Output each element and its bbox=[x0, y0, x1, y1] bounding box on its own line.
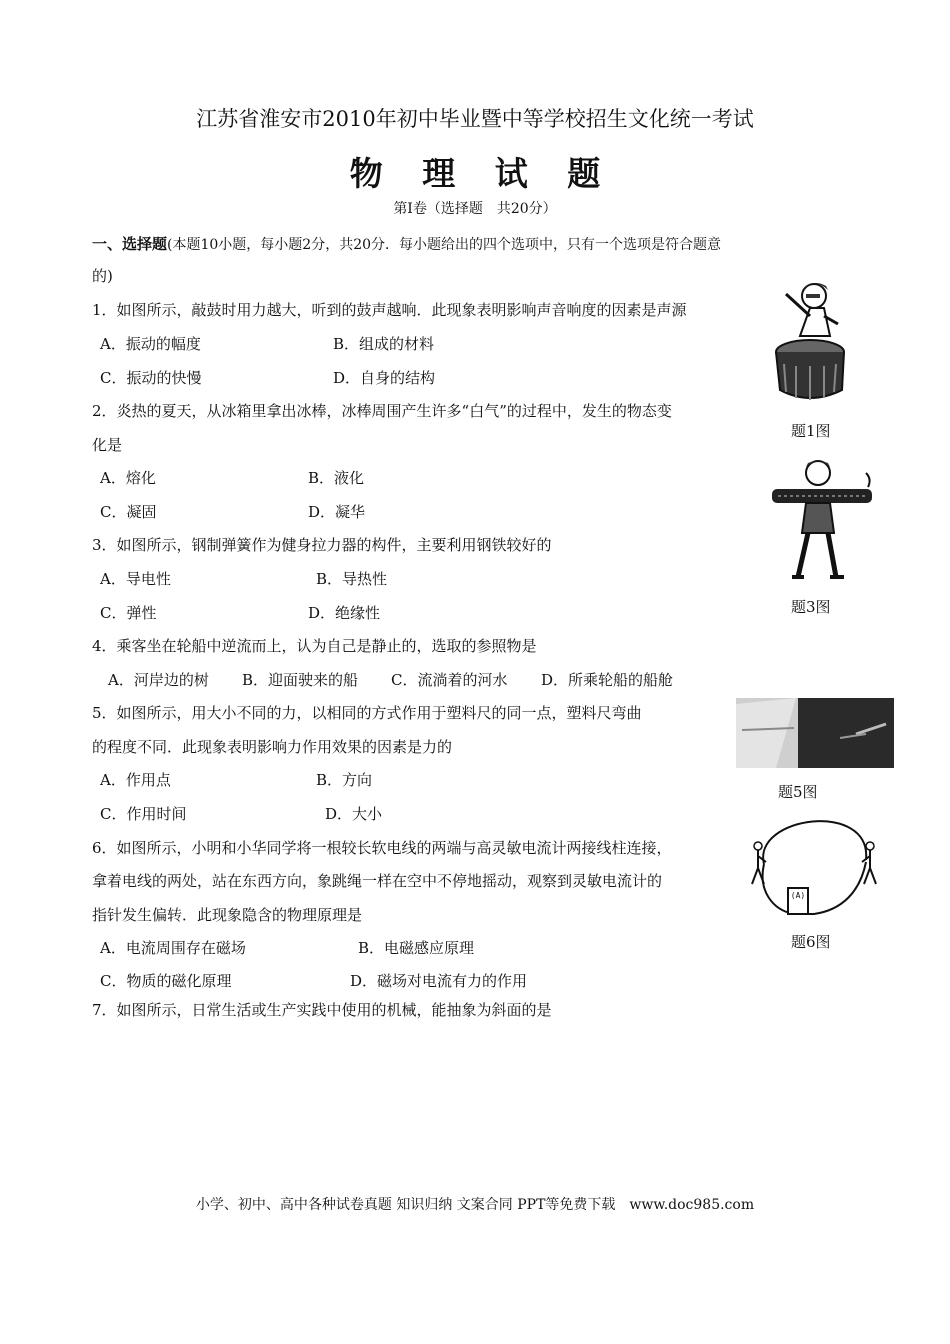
question-4-option-d: D．所乘轮船的船舱 bbox=[541, 671, 674, 689]
question-2-option-a: A．熔化 bbox=[100, 469, 156, 487]
section-instructions-cont: 的) bbox=[92, 267, 113, 285]
question-4-option-b: B．迎面驶来的船 bbox=[242, 671, 359, 689]
figure-3-caption: 题3图 bbox=[791, 598, 831, 616]
question-3-stem: 3．如图所示，钢制弹簧作为健身拉力器的构件，主要利用钢铁较好的 bbox=[92, 536, 552, 554]
question-5-option-d: D．大小 bbox=[325, 805, 383, 823]
exam-title: 江苏省淮安市2010年初中毕业暨中等学校招生文化统一考试 bbox=[196, 107, 754, 131]
question-4-option-a: A．河岸边的树 bbox=[108, 671, 209, 689]
question-4-stem: 4．乘客坐在轮船中逆流而上，认为自己是静止的，选取的参照物是 bbox=[92, 637, 537, 655]
question-2-stem-cont: 化是 bbox=[92, 436, 123, 454]
section-instructions: (本题10小题，每小题2分，共20分．每小题给出的四个选项中，只有一个选项是符合题意 bbox=[167, 237, 722, 253]
section-subtitle: 第I卷（选择题 共20分） bbox=[393, 201, 557, 217]
question-3-option-d: D．绝缘性 bbox=[308, 604, 381, 622]
spring-expander-illustration bbox=[768, 453, 876, 587]
figure-1-drummer bbox=[772, 276, 852, 412]
question-5-option-a: A．作用点 bbox=[100, 771, 171, 789]
question-1-option-a: A．振动的幅度 bbox=[100, 335, 201, 353]
question-1-option-b: B．组成的材料 bbox=[333, 335, 435, 353]
question-6-option-d: D．磁场对电流有力的作用 bbox=[350, 972, 528, 990]
question-6-stem: 6．如图所示，小明和小华同学将一根较长软电线的两端与高灵敏电流计两接线柱连接， bbox=[92, 839, 672, 857]
question-1-stem: 1．如图所示，敲鼓时用力越大，听到的鼓声越响．此现象表明影响声音响度的因素是声源 bbox=[92, 301, 687, 319]
question-3-option-b: B．导热性 bbox=[316, 570, 388, 588]
question-3-option-a: A．导电性 bbox=[100, 570, 171, 588]
question-5-stem-cont: 的程度不同．此现象表明影响力作用效果的因素是力的 bbox=[92, 738, 453, 756]
question-4-option-c: C．流淌着的河水 bbox=[391, 671, 508, 689]
question-6-stem-cont2: 指针发生偏转．此现象隐含的物理原理是 bbox=[92, 906, 363, 924]
galvanometer-label: (A) bbox=[790, 891, 806, 900]
question-7-stem: 7．如图所示，日常生活或生产实践中使用的机械，能抽象为斜面的是 bbox=[92, 1001, 552, 1019]
page-footer: 小学、初中、高中各种试卷真题 知识归纳 文案合同 PPT等免费下载 www.doc985.com bbox=[195, 1197, 755, 1213]
question-6-option-b: B．电磁感应原理 bbox=[358, 939, 475, 957]
figure-5-caption: 题5图 bbox=[778, 783, 818, 801]
question-5-option-c: C．作用时间 bbox=[100, 805, 187, 823]
section-heading bbox=[92, 233, 721, 254]
paper-title: 物 理 试 题 bbox=[349, 154, 615, 193]
figure-6-rope-galvanometer bbox=[742, 806, 882, 928]
question-2-option-b: B．液化 bbox=[308, 469, 365, 487]
question-2-option-d: D．凝华 bbox=[308, 503, 366, 521]
question-6-stem-cont: 拿着电线的两处，站在东西方向，象跳绳一样在空中不停地摇动，观察到灵敏电流计的 bbox=[92, 872, 663, 890]
section-label: 一、选择题 bbox=[92, 235, 168, 253]
question-2-stem: 2．炎热的夏天，从冰箱里拿出冰棒，冰棒周围产生许多“白气”的过程中，发生的物态变 bbox=[92, 402, 672, 420]
question-6-option-a: A．电流周围存在磁场 bbox=[100, 939, 246, 957]
figure-6-caption: 题6图 bbox=[791, 933, 831, 951]
ruler-bending-illustration bbox=[736, 698, 894, 768]
figure-1-caption: 题1图 bbox=[791, 422, 831, 440]
question-5-option-b: B．方向 bbox=[316, 771, 373, 789]
question-2-option-c: C．凝固 bbox=[100, 503, 157, 521]
question-6-option-c: C．物质的磁化原理 bbox=[100, 972, 232, 990]
rope-galvanometer-illustration bbox=[742, 806, 882, 928]
figure-5-ruler-photo bbox=[736, 698, 894, 768]
question-1-option-d: D．自身的结构 bbox=[333, 369, 436, 387]
question-3-option-c: C．弹性 bbox=[100, 604, 157, 622]
question-5-stem: 5．如图所示，用大小不同的力，以相同的方式作用于塑料尺的同一点，塑料尺弯曲 bbox=[92, 704, 642, 722]
question-1-option-c: C．振动的快慢 bbox=[100, 369, 202, 387]
drummer-illustration bbox=[772, 276, 852, 412]
figure-3-spring-expander bbox=[768, 453, 876, 587]
